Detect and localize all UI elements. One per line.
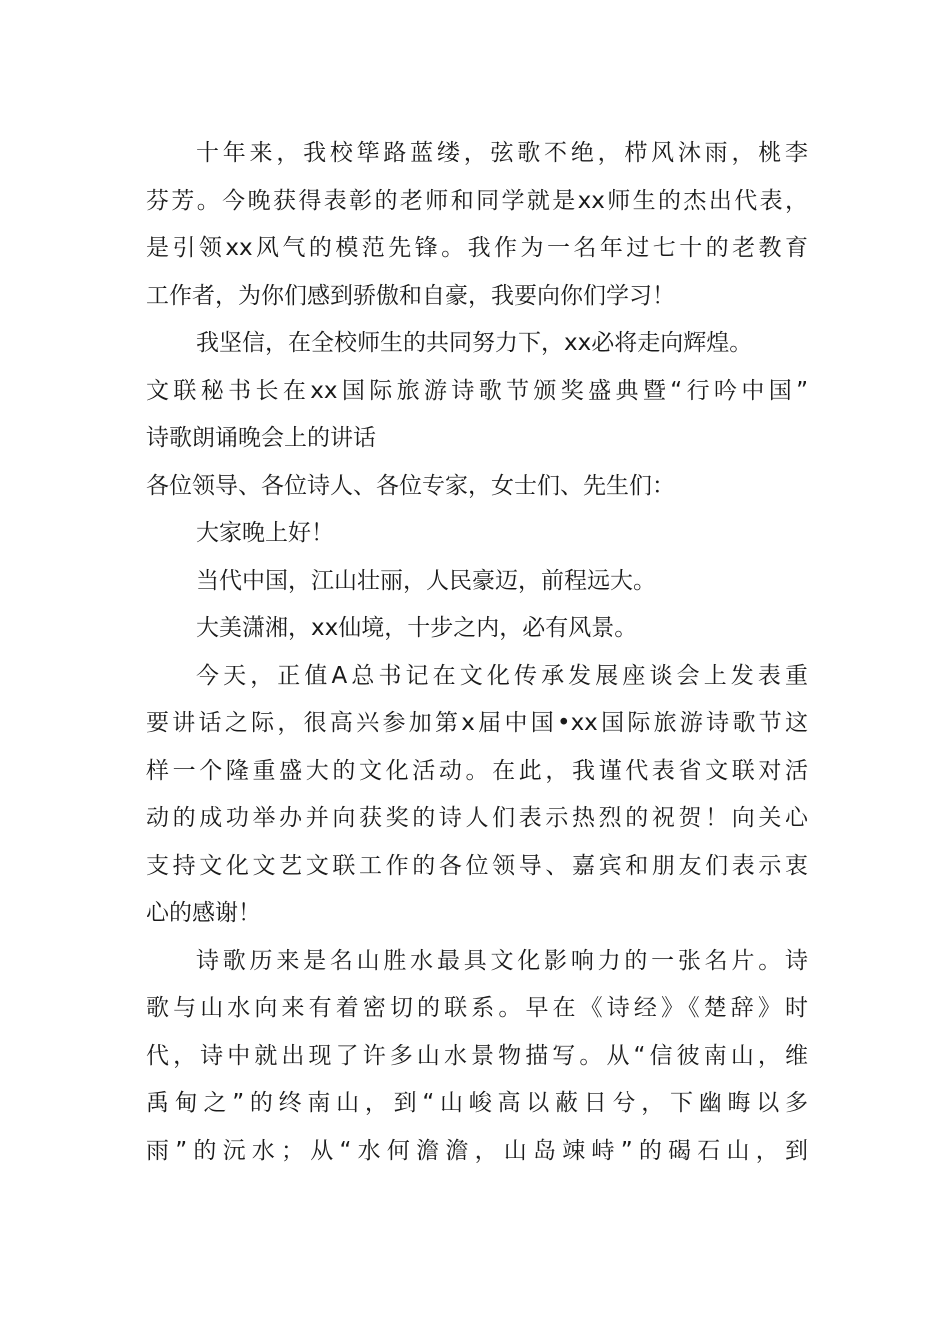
text-line: 样一个隆重盛大的文化活动。在此，我谨代表省文联对活 [146, 757, 808, 784]
text-line: 诗歌历来是名山胜水最具文化影响力的一张名片。诗 [196, 947, 808, 974]
text-line: 十年来，我校筚路蓝缕，弦歌不绝，栉风沐雨，桃李 [196, 140, 808, 166]
text-line: 要讲话之际，很高兴参加第x届中国•xx国际旅游诗歌节这 [146, 710, 808, 736]
text-line: 是引领xx风气的模范先锋。我作为一名年过七十的老教育 [146, 235, 808, 261]
text-line: 我坚信，在全校师生的共同努力下，xx必将走向辉煌。 [196, 330, 753, 356]
text-line: 动的成功举办并向获奖的诗人们表示热烈的祝贺！向关心 [146, 805, 808, 831]
text-line: 诗歌朗诵晚会上的讲话 [146, 425, 376, 451]
text-line: 支持文化文艺文联工作的各位领导、嘉宾和朋友们表示衷 [146, 852, 808, 879]
text-line: 芬芳。今晚获得表彰的老师和同学就是xx师生的杰出代表， [146, 187, 808, 214]
text-line: 各位领导、各位诗人、各位专家，女士们、先生们： [146, 472, 675, 499]
text-line: 当代中国，江山壮丽，人民豪迈，前程远大。 [196, 567, 656, 594]
text-line: 文联秘书长在xx国际旅游诗歌节颁奖盛典暨“行吟中国” [146, 377, 808, 404]
text-line: 大家晚上好！ [196, 520, 334, 546]
text-line: 雨”的沅水；从“水何澹澹，山岛竦峙”的碣石山，到 [146, 1137, 808, 1164]
text-line: 今天，正值A总书记在文化传承发展座谈会上发表重 [196, 662, 808, 689]
text-line: 禹甸之”的终南山，到“山峻高以蔽日兮，下幽晦以多 [146, 1090, 808, 1116]
text-line: 歌与山水向来有着密切的联系。早在《诗经》《楚辞》时 [146, 995, 808, 1021]
document-body [146, 130, 808, 1175]
text-line: 大美潇湘，xx仙境，十步之内，必有风景。 [196, 615, 638, 641]
text-line: 代，诗中就出现了许多山水景物描写。从“信彼南山，维 [146, 1042, 808, 1069]
text-line: 工作者，为你们感到骄傲和自豪，我要向你们学习！ [146, 282, 675, 309]
text-line: 心的感谢！ [146, 900, 261, 926]
